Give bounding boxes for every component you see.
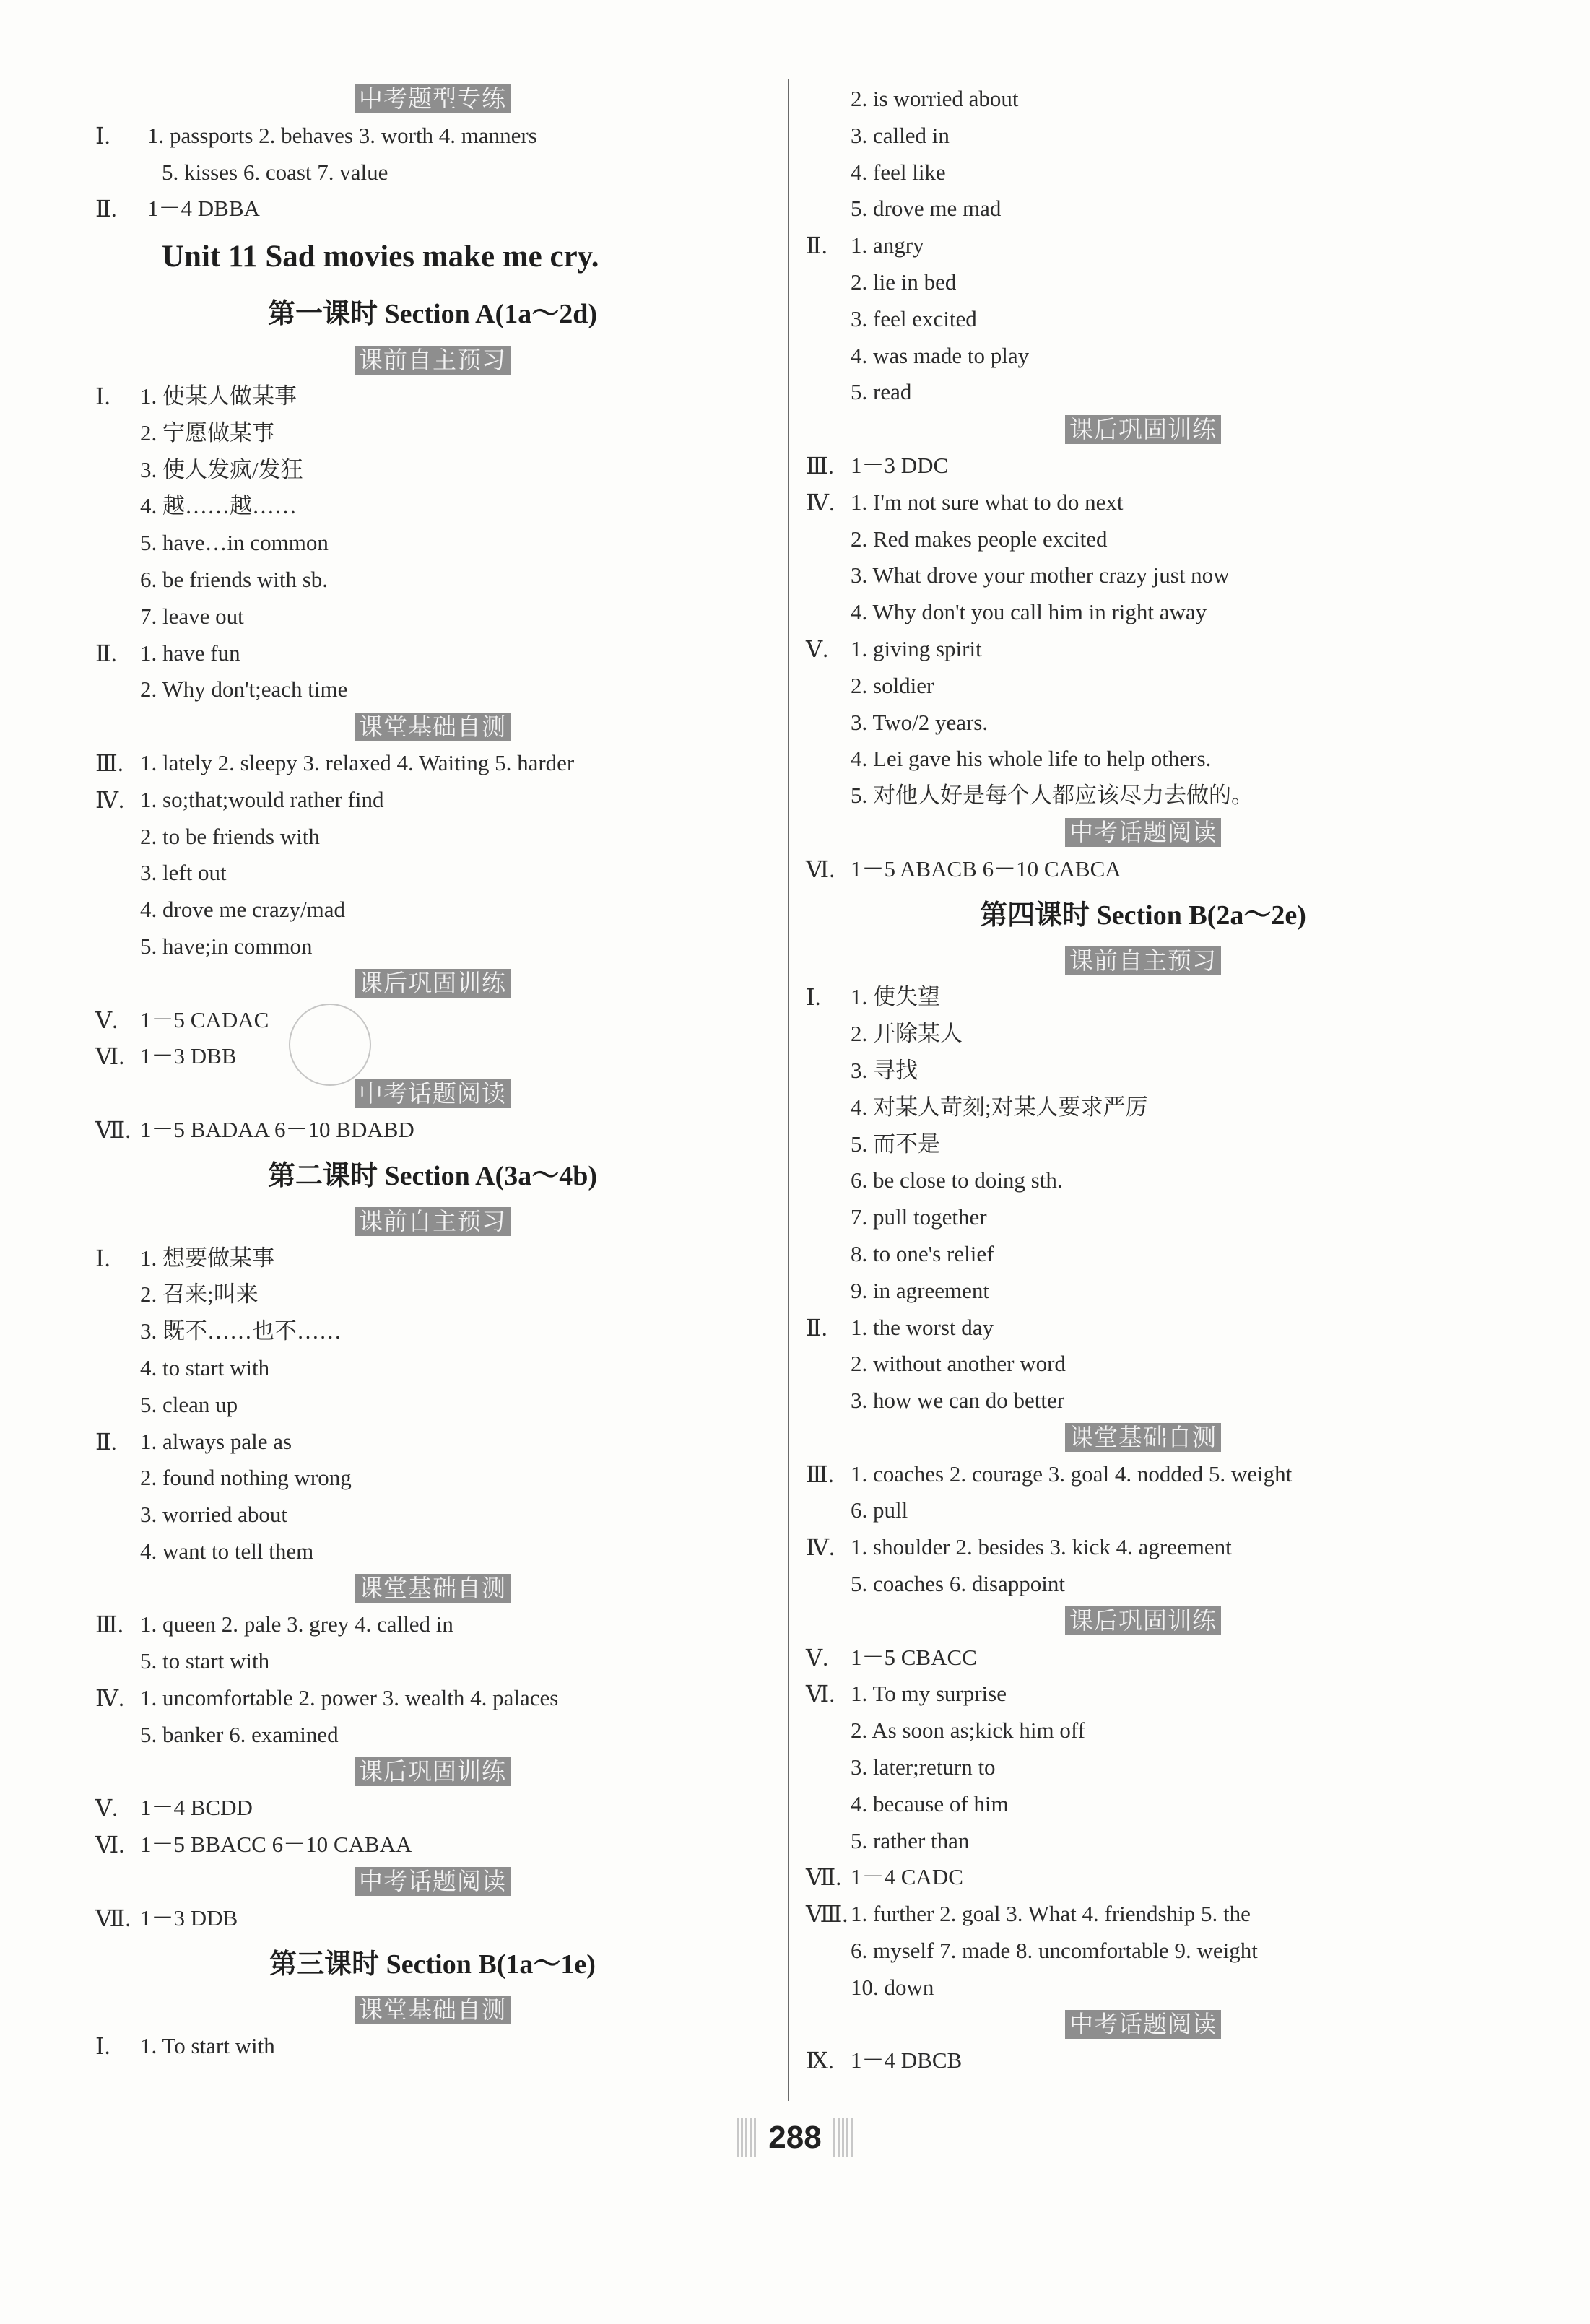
exercise-numeral: Ⅶ. <box>806 1864 842 1891</box>
answer-text: 1. the worst day <box>851 1314 994 1340</box>
subsection-banner <box>800 2006 1486 2043</box>
answer-line <box>800 778 1486 814</box>
exercise-numeral: Ⅰ. <box>95 383 110 409</box>
subsection-banner-label: 课堂基础自测 <box>355 1574 511 1603</box>
answer-line <box>90 928 776 965</box>
subsection-banner <box>90 341 776 378</box>
subsection-banner-label: 课堂基础自测 <box>355 1996 511 2024</box>
answer-line <box>800 1676 1486 1712</box>
answer-line <box>800 1970 1486 2006</box>
answer-line <box>800 1896 1486 1933</box>
answer-text: 6. be close to doing sth. <box>851 1167 1063 1193</box>
answer-text: 1. always pale as <box>140 1428 292 1454</box>
answer-text: 6. pull <box>851 1497 908 1523</box>
answer-line <box>90 2028 776 2065</box>
answer-line <box>800 557 1486 594</box>
exercise-numeral: Ⅵ. <box>95 1043 125 1070</box>
subsection-banner <box>800 1419 1486 1456</box>
answer-line <box>90 1350 776 1387</box>
answer-text: 3. called in <box>851 122 950 148</box>
answer-text: 1. To start with <box>140 2033 275 2059</box>
answer-text: 4. 越……越…… <box>140 493 297 519</box>
exercise-numeral: Ⅳ. <box>95 786 124 813</box>
column-divider <box>788 79 789 2101</box>
answer-text: 3. 使人发疯/发狂 <box>140 456 303 482</box>
answer-text: 1－5 BADAA 6－10 BDABD <box>140 1116 414 1142</box>
subsection-banner <box>800 411 1486 448</box>
answer-text: 1. coaches 2. courage 3. goal 4. nodded 5. weight <box>851 1461 1293 1487</box>
answer-text: 1－4 DBCB <box>851 2047 963 2073</box>
answer-line <box>800 1786 1486 1823</box>
faint-stamp-mark <box>289 1004 371 1086</box>
answer-text: 3. Two/2 years. <box>851 709 989 735</box>
answer-text: 3. left out <box>140 860 227 886</box>
exercise-numeral: Ⅱ. <box>806 232 827 259</box>
subsection-banner <box>90 1754 776 1790</box>
left-column <box>90 81 776 2065</box>
answer-line <box>800 1383 1486 1419</box>
answer-text: 2. Red makes people excited <box>851 526 1108 552</box>
answer-text: 3. worried about <box>140 1502 288 1528</box>
answer-text: 1－4 DBBA <box>147 196 260 222</box>
answer-text: 5. have…in common <box>140 530 329 556</box>
answer-line <box>90 525 776 562</box>
subsection-banner-label: 课后巩固训练 <box>1065 1606 1221 1635</box>
page-number-deco-left <box>737 2118 757 2157</box>
answer-line <box>800 1273 1486 1310</box>
answer-text: 5. read <box>851 379 912 405</box>
subsection-banner <box>90 1075 776 1112</box>
answer-line <box>800 1162 1486 1199</box>
answer-text: 1. shoulder 2. besides 3. kick 4. agreement <box>851 1534 1232 1560</box>
subsection-banner-label: 课前自主预习 <box>355 1207 511 1236</box>
answer-text: 3. how we can do better <box>851 1388 1065 1414</box>
page-number-text: 288 <box>768 2120 822 2155</box>
answer-text: 8. to one's relief <box>851 1240 994 1266</box>
answer-text: 1. 使失望 <box>851 984 940 1010</box>
answer-line <box>90 1497 776 1533</box>
exercise-numeral: Ⅲ. <box>95 749 123 776</box>
answer-text: 4. was made to play <box>851 342 1030 368</box>
answer-text: 4. 对某人苛刻;对某人要求严厉 <box>851 1094 1148 1120</box>
answer-line <box>800 521 1486 558</box>
answer-line <box>800 1089 1486 1126</box>
answer-line <box>800 851 1486 888</box>
exercise-numeral: Ⅳ. <box>95 1685 124 1712</box>
exercise-numeral: Ⅵ. <box>95 1832 125 1858</box>
lesson-title: 第四课时 Section B(2a～2e) <box>980 900 1306 931</box>
exercise-numeral: Ⅵ. <box>806 1681 835 1707</box>
page-number-deco-right <box>833 2118 853 2157</box>
subsection-banner-label: 中考题型专练 <box>355 84 511 113</box>
answer-line <box>90 599 776 635</box>
exercise-numeral: Ⅲ. <box>806 1461 834 1487</box>
answer-line <box>800 1933 1486 1970</box>
answer-line <box>90 1038 776 1075</box>
answer-line <box>800 484 1486 521</box>
subsection-banner-label: 课后巩固训练 <box>355 1757 511 1786</box>
answer-text: 1－4 BCDD <box>140 1795 253 1821</box>
answer-line <box>800 81 1486 118</box>
subsection-banner-label: 课前自主预习 <box>1065 946 1221 975</box>
answer-text: 7. pull together <box>851 1204 987 1230</box>
answer-text: 1. 想要做某事 <box>140 1245 274 1271</box>
exercise-numeral: Ⅳ. <box>806 489 835 515</box>
answer-text: 3. later;return to <box>851 1754 996 1780</box>
exercise-numeral: Ⅲ. <box>806 452 834 479</box>
answer-line <box>90 1460 776 1497</box>
answer-text: 3. 寻找 <box>851 1057 918 1083</box>
answer-line <box>800 191 1486 227</box>
answer-text: 3. 既不……也不…… <box>140 1318 342 1344</box>
answer-text: 2. found nothing wrong <box>140 1465 352 1491</box>
exercise-numeral: Ⅰ. <box>95 122 110 149</box>
lesson-title: 第一课时 Section A(1a～2d) <box>267 299 597 330</box>
answer-line <box>800 1053 1486 1089</box>
answer-text: 5. have;in common <box>140 933 313 959</box>
answer-line <box>800 1859 1486 1896</box>
exercise-numeral: Ⅶ. <box>95 1116 131 1143</box>
answer-line <box>800 118 1486 155</box>
answer-line <box>90 118 776 155</box>
exercise-numeral: Ⅲ. <box>95 1611 123 1638</box>
answer-line <box>90 1643 776 1680</box>
answer-text: 5. 而不是 <box>851 1131 940 1157</box>
answer-text: 4. Lei gave his whole life to help others. <box>851 746 1212 772</box>
answer-text: 5. 对他人好是每个人都应该尽力去做的。 <box>851 783 1254 809</box>
subsection-banner-label: 课后巩固训练 <box>1065 415 1221 444</box>
answer-text: 10. down <box>851 1974 934 2000</box>
answer-line <box>800 1236 1486 1273</box>
answer-line <box>800 1456 1486 1493</box>
answer-text: 1－3 DBB <box>140 1043 237 1069</box>
subsection-banner <box>800 814 1486 851</box>
answer-line <box>800 631 1486 668</box>
answer-line <box>800 2042 1486 2079</box>
answer-line <box>90 415 776 452</box>
answer-line <box>90 1112 776 1149</box>
answer-text: 2. without another word <box>851 1351 1066 1377</box>
subsection-banner <box>90 1204 776 1240</box>
answer-text: 3. feel excited <box>851 305 977 331</box>
answer-text: 4. drove me crazy/mad <box>140 897 346 923</box>
answer-line <box>800 374 1486 411</box>
answer-line <box>90 671 776 708</box>
subsection-banner <box>90 965 776 1002</box>
exercise-numeral: Ⅴ. <box>806 1644 829 1671</box>
subsection-banner-label: 中考话题阅读 <box>355 1079 511 1108</box>
answer-text: 1－3 DDB <box>140 1905 238 1931</box>
subsection-banner <box>90 1570 776 1607</box>
exercise-numeral: Ⅴ. <box>806 635 829 662</box>
lesson-title: 第二课时 Section A(3a～4b) <box>267 1160 597 1191</box>
answer-text: 1. have fun <box>140 640 240 666</box>
answer-text: 6. myself 7. made 8. uncomfortable 9. weight <box>851 1938 1258 1964</box>
answer-line <box>90 1313 776 1350</box>
answer-line <box>800 668 1486 705</box>
answer-text: 5. kisses 6. coast 7. value <box>162 159 388 185</box>
exercise-numeral: Ⅸ. <box>806 2047 834 2074</box>
answer-line <box>800 1529 1486 1566</box>
subsection-banner <box>90 81 776 118</box>
answer-text: 2. to be friends with <box>140 823 320 849</box>
answer-text: 5. rather than <box>851 1827 970 1853</box>
exercise-numeral: Ⅷ. <box>806 1901 848 1928</box>
answer-line <box>800 338 1486 375</box>
answer-line <box>800 1712 1486 1749</box>
answer-line <box>800 1016 1486 1053</box>
answer-text: 1. angry <box>851 232 924 258</box>
exercise-numeral: Ⅰ. <box>95 2033 110 2060</box>
answer-line <box>90 1900 776 1937</box>
subsection-banner-label: 中考话题阅读 <box>1065 2010 1221 2039</box>
answer-text: 2. As soon as;kick him off <box>851 1718 1085 1744</box>
answer-text: 1. I'm not sure what to do next <box>851 489 1124 515</box>
answer-line <box>90 1276 776 1313</box>
answer-line <box>800 1492 1486 1529</box>
answer-line <box>90 1387 776 1424</box>
exercise-numeral: Ⅵ. <box>806 856 835 882</box>
answer-text: 1－5 CADAC <box>140 1006 269 1032</box>
subsection-banner-label: 课堂基础自测 <box>1065 1423 1221 1452</box>
exercise-numeral: Ⅱ. <box>95 640 117 666</box>
answer-line <box>800 1566 1486 1603</box>
answer-line <box>90 1424 776 1461</box>
answer-text: 1. passports 2. behaves 3. worth 4. manners <box>147 122 537 148</box>
answer-line <box>800 1199 1486 1236</box>
answer-line <box>90 745 776 782</box>
exercise-numeral: Ⅶ. <box>95 1905 131 1931</box>
answer-line <box>800 227 1486 264</box>
subsection-banner-label: 中考话题阅读 <box>355 1867 511 1896</box>
exercise-numeral: Ⅰ. <box>95 1245 110 1271</box>
subsection-banner <box>800 1603 1486 1640</box>
answer-text: 2. 开除某人 <box>851 1021 963 1047</box>
answer-text: 2. 召来;叫来 <box>140 1281 259 1307</box>
right-column <box>800 81 1486 2079</box>
answer-line <box>90 1827 776 1863</box>
answer-line <box>90 782 776 819</box>
answer-text: 4. to start with <box>140 1354 270 1380</box>
answer-text: 2. soldier <box>851 672 934 698</box>
answer-text: 2. lie in bed <box>851 269 957 295</box>
answer-text: 1－5 ABACB 6－10 CABCA <box>851 856 1121 882</box>
answer-text: 1－3 DDC <box>851 452 949 478</box>
answer-text: 1－5 CBACC <box>851 1644 977 1670</box>
answer-text: 1. uncomfortable 2. power 3. wealth 4. palaces <box>140 1685 559 1711</box>
answer-text: 4. feel like <box>851 159 946 185</box>
answer-line <box>90 1606 776 1643</box>
answer-line <box>800 1310 1486 1346</box>
answer-line <box>90 635 776 672</box>
lesson-title: 第三课时 Section B(1a～1e) <box>269 1949 596 1980</box>
answer-text: 1. queen 2. pale 3. grey 4. called in <box>140 1611 453 1637</box>
answer-line <box>800 1823 1486 1860</box>
answer-line <box>90 1680 776 1717</box>
answer-text: 9. in agreement <box>851 1277 989 1303</box>
answer-text: 4. because of him <box>851 1790 1009 1816</box>
answer-line <box>90 1533 776 1570</box>
answer-text: 5. coaches 6. disappoint <box>851 1571 1066 1597</box>
answer-text: 5. clean up <box>140 1391 238 1417</box>
answer-text: 5. drove me mad <box>851 196 1002 222</box>
subsection-banner <box>90 1992 776 2029</box>
answer-line <box>90 452 776 489</box>
exercise-numeral: Ⅴ. <box>95 1795 118 1822</box>
exercise-numeral: Ⅱ. <box>95 196 117 222</box>
subsection-banner-label: 课前自主预习 <box>355 346 511 375</box>
answer-line <box>800 301 1486 338</box>
answer-line <box>800 264 1486 301</box>
subsection-banner-label: 课后巩固训练 <box>355 969 511 998</box>
subsection-banner <box>90 708 776 745</box>
answer-text: 1－4 CADC <box>851 1864 963 1890</box>
subsection-banner-label: 中考话题阅读 <box>1065 818 1221 847</box>
answer-text: 1. further 2. goal 3. What 4. friendship 5. the <box>851 1901 1251 1927</box>
answer-line <box>800 979 1486 1016</box>
answer-line <box>90 378 776 415</box>
answer-text: 1. giving spirit <box>851 635 982 661</box>
answer-line <box>90 819 776 856</box>
answer-text: 1. so;that;would rather find <box>140 786 384 812</box>
answer-text: 4. want to tell them <box>140 1538 314 1564</box>
exercise-numeral: Ⅱ. <box>95 1428 117 1455</box>
answer-line <box>800 705 1486 741</box>
answer-line <box>90 191 776 227</box>
exercise-numeral: Ⅴ. <box>95 1006 118 1033</box>
exercise-numeral: Ⅱ. <box>806 1314 827 1341</box>
answer-line <box>90 855 776 892</box>
answer-text: 2. Why don't;each time <box>140 676 348 702</box>
subsection-banner-label: 课堂基础自测 <box>355 713 511 741</box>
answer-text: 1. 使某人做某事 <box>140 383 297 409</box>
exercise-numeral: Ⅰ. <box>806 984 821 1011</box>
answer-line <box>90 562 776 599</box>
answer-line <box>90 1790 776 1827</box>
answer-line <box>90 1240 776 1277</box>
answer-text: 2. is worried about <box>851 86 1019 111</box>
answer-text: 1－5 BBACC 6－10 CABAA <box>140 1832 412 1858</box>
answer-text: 4. Why don't you call him in right away <box>851 599 1207 625</box>
answer-text: 2. 宁愿做某事 <box>140 419 274 445</box>
answer-line <box>90 155 776 191</box>
exercise-numeral: Ⅳ. <box>806 1534 835 1561</box>
answer-line <box>800 741 1486 778</box>
answer-text: 5. to start with <box>140 1648 270 1674</box>
answer-line <box>800 594 1486 631</box>
answer-text: 1. lately 2. sleepy 3. relaxed 4. Waiting 5. harder <box>140 749 575 775</box>
subsection-banner <box>800 943 1486 980</box>
answer-line <box>90 892 776 928</box>
page-number <box>737 2114 853 2162</box>
answer-line <box>800 1640 1486 1676</box>
answer-text: 5. banker 6. examined <box>140 1721 339 1747</box>
answer-line <box>800 1749 1486 1786</box>
unit-title: Unit 11 Sad movies make me cry. <box>162 240 599 274</box>
answer-line <box>800 1126 1486 1163</box>
answer-line <box>800 155 1486 191</box>
answer-line <box>90 1002 776 1039</box>
answer-line <box>800 1346 1486 1383</box>
answer-line <box>90 1717 776 1754</box>
answer-text: 6. be friends with sb. <box>140 566 329 592</box>
subsection-banner <box>90 1863 776 1900</box>
answer-line <box>90 488 776 525</box>
answer-text: 7. leave out <box>140 603 244 629</box>
answer-text: 3. What drove your mother crazy just now <box>851 562 1230 588</box>
answer-text: 1. To my surprise <box>851 1681 1007 1707</box>
answer-line <box>800 448 1486 484</box>
